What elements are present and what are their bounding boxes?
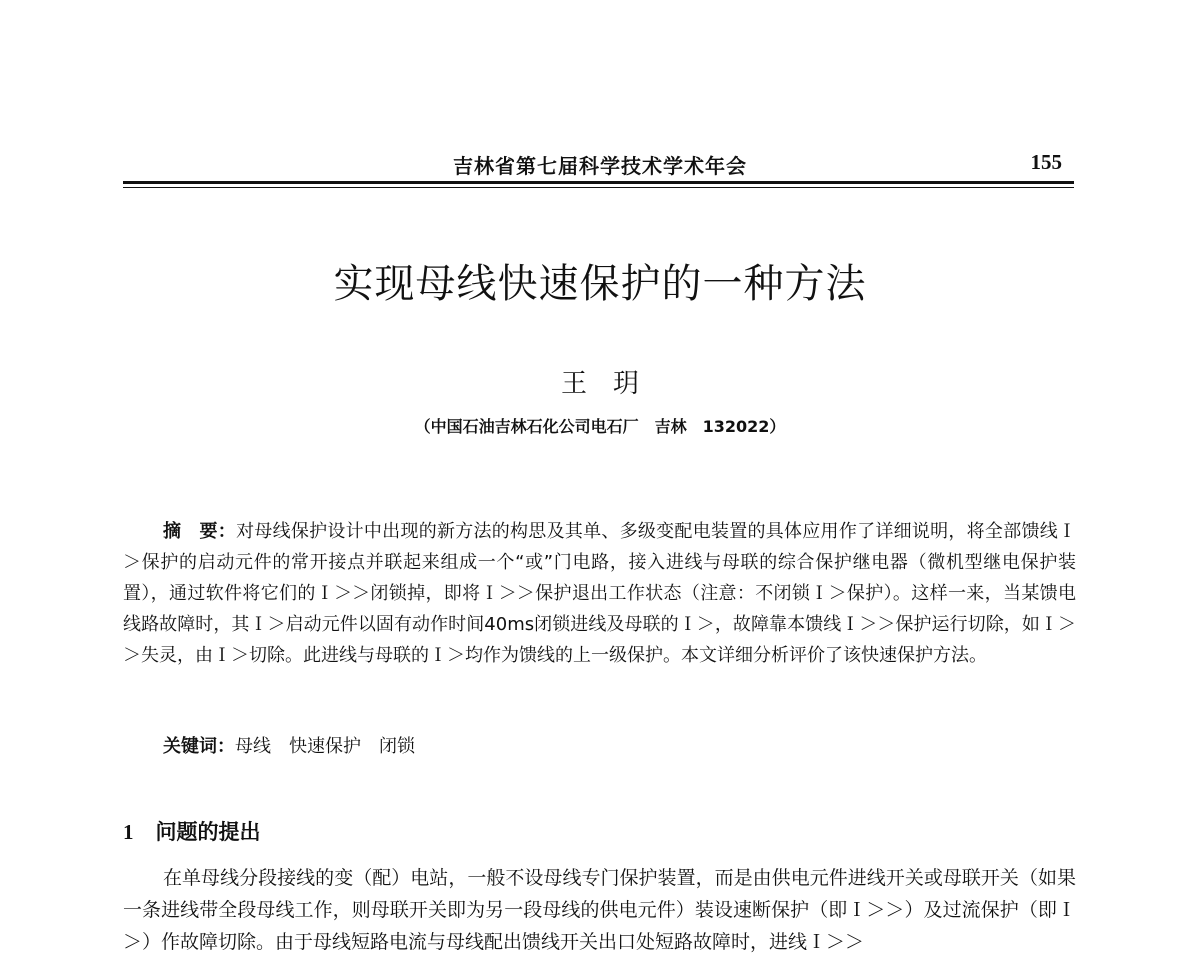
- abstract-text: 对母线保护设计中出现的新方法的构思及其单、多级变配电装置的具体应用作了详细说明，将全部馈线Ｉ＞保护的启动元件的常开接点并联起来组成一个“或”门电路，接入进线与母联的综合保护继电器（微机型继电保护装置），通过软件将它们的Ｉ＞＞闭锁掉，即将Ｉ＞＞保护退出工作状态（注意：不闭锁Ｉ＞保护）。这样一来，当某馈电线路故障时，其Ｉ＞启动元件以固有动作时间40ms闭锁进线及母联的Ｉ＞，故障靠本馈线Ｉ＞＞保护运行切除，如Ｉ＞＞失灵，由Ｉ＞切除。此进线与母联的Ｉ＞均作为馈线的上一级保护。本文详细分析评价了该快速保护方法。: [123, 521, 1076, 666]
- body-paragraph: 在单母线分段接线的变（配）电站，一般不设母线专门保护装置，而是由供电元件进线开关或母联开关（如果一条进线带全段母线工作，则母联开关即为另一段母线的供电元件）装设速断保护（即Ｉ＞＞）及过流保护（即Ｉ＞）作故障切除。由于母线短路电流与母线配出馈线开关出口处短路故障时，进线Ｉ＞＞: [123, 867, 1076, 953]
- abstract-label: 摘 要：: [163, 521, 237, 542]
- keyword: 母线: [235, 736, 271, 757]
- section-heading: [123, 816, 261, 846]
- author: 王 玥: [560, 369, 639, 399]
- header-rule-thick: [123, 181, 1074, 184]
- section-number: 1: [123, 820, 134, 844]
- abstract: [123, 516, 1076, 671]
- header-rule-thin: [123, 187, 1074, 188]
- keywords: [163, 732, 433, 758]
- journal-header: 吉林省第七届科学技术学术年会: [453, 154, 747, 178]
- page-number: 155: [1030, 150, 1062, 174]
- affiliation: （中国石油吉林石化公司电石厂 吉林 132022）: [414, 417, 786, 436]
- paper-title: 实现母线快速保护的一种方法: [333, 261, 867, 307]
- keywords-label: 关键词：: [163, 736, 235, 757]
- keyword: 快速保护: [289, 736, 361, 757]
- keyword: 闭锁: [379, 736, 415, 757]
- section-title: 问题的提出: [155, 820, 261, 844]
